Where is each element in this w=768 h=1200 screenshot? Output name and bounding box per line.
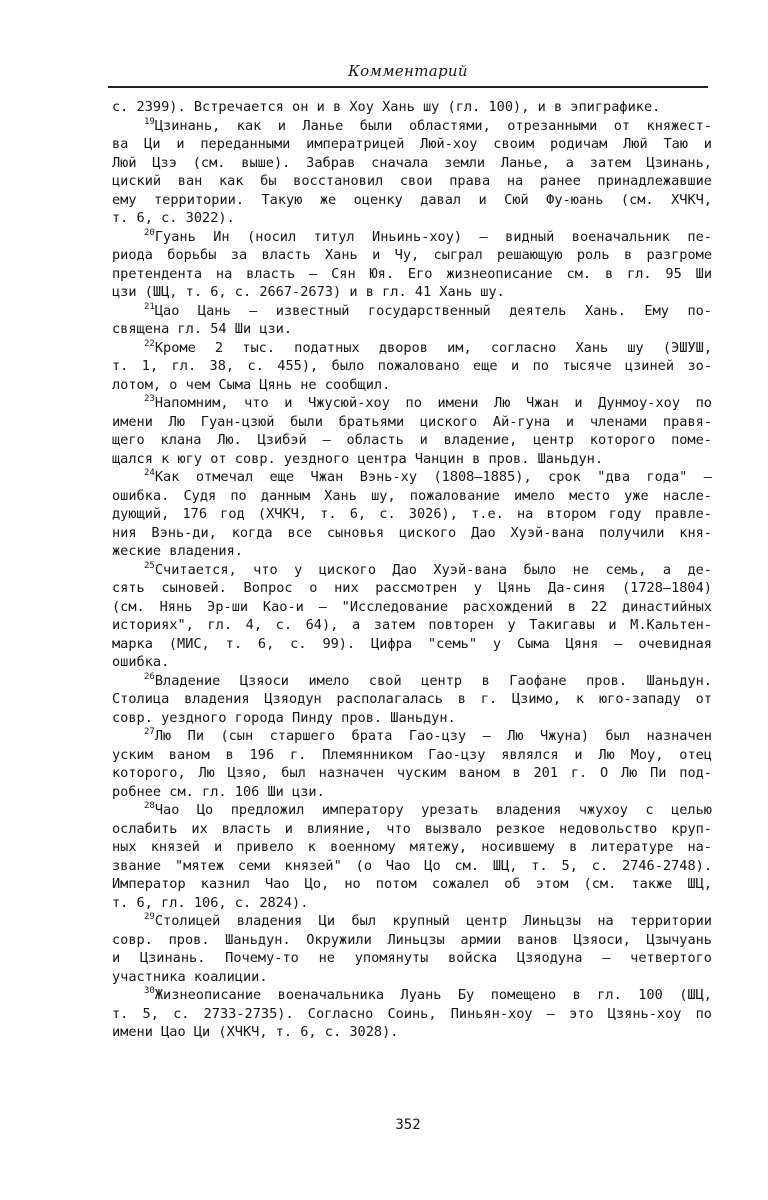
footnote — [112, 561, 712, 672]
footnote-text: ных князей и привело к военному мятежу, носившему в литературе на- — [112, 839, 712, 855]
footnote-line — [112, 98, 712, 117]
footnote-number: 29 — [144, 912, 155, 922]
footnote — [112, 98, 712, 117]
footnote-line — [112, 228, 712, 247]
footnote-line — [112, 431, 712, 450]
footnote-text: (см. Нянь Эр-ши Као-и — "Исследование расхождений в 22 династийных — [112, 598, 712, 615]
footnote-text: Люй Цзэ (см. выше). Забрав сначала земли Ланье, а затем Цзинань, — [112, 154, 712, 171]
footnote — [112, 302, 712, 339]
footnote-line — [112, 838, 712, 857]
footnote-line — [112, 746, 712, 765]
footnote — [112, 394, 712, 468]
footnote-number: 24 — [144, 468, 155, 478]
footnote-line — [112, 117, 712, 136]
footnote-line — [112, 801, 712, 820]
footnote-number: 27 — [144, 727, 155, 737]
footnote — [112, 468, 712, 561]
footnote-line — [112, 246, 712, 265]
footnote-number: 26 — [144, 671, 155, 682]
footnote-line — [112, 857, 712, 876]
page-number: 352 — [395, 1117, 421, 1133]
footnote-text: имени Лю Гуан-цзюй были братьями циского Ай-гуна и членами правя- — [112, 413, 712, 430]
footnote-number: 30 — [144, 986, 155, 996]
footnote-text: ва Ци и переданными императрицей Люй-хоу своим родичам Люй Таю и — [112, 136, 712, 152]
footnote-text: риода борьбы за власть Хань и Чу, сыграл решающую роль в разгроме — [112, 247, 712, 263]
footnote-text: щего клана Лю. Цзибэй — область и владение, центр которого поме- — [112, 432, 712, 448]
footnote-number: 28 — [144, 801, 155, 811]
footnote-line — [112, 690, 712, 709]
footnote-text: ему территории. Такую же оценку давал и Сюй Фу-юань (см. ХЧКЧ, — [112, 191, 712, 208]
footnote — [112, 727, 712, 801]
footnote-text: т. 5, с. 2733-2735). Согласно Соинь, Пиньян-хоу — это Цзянь-хоу по — [112, 1005, 712, 1022]
footnote-line — [112, 265, 712, 284]
footnote-line — [112, 357, 712, 376]
footnote-number: 23 — [144, 394, 155, 404]
footnote-text: с. 2399). Встречается он и в Хоу Хань шу (гл. 100), и в эпиграфике. — [112, 99, 661, 115]
footnote-number: 19 — [144, 116, 155, 127]
footnote-line — [112, 672, 712, 691]
footnote-line — [112, 931, 712, 950]
footnote — [112, 672, 712, 728]
footnote-line — [112, 727, 712, 746]
footnote-line — [112, 709, 712, 728]
footnote-line — [112, 579, 712, 598]
footnote-line — [112, 561, 712, 580]
footnote — [112, 912, 712, 986]
footnote-line — [112, 524, 712, 543]
footnote-line — [112, 135, 712, 154]
footnote-line — [112, 302, 712, 321]
footnote-line — [112, 875, 712, 894]
footnote — [112, 117, 712, 228]
footnote-line — [112, 394, 712, 413]
footnote-line — [112, 653, 712, 672]
footnote-text: звание "мятеж семи князей" (о Чао Цо см. ШЦ, т. 5, с. 2746-2748). — [112, 857, 712, 874]
footnote-text: совр. пров. Шаньдун. Окружили Линьцзы армии ванов Цзяоси, Цзычуань — [112, 931, 712, 948]
footnote-text: совр. уездного города Пинду пров. Шаньдун. — [112, 709, 456, 726]
footnote-text: Столицей владения Ци был крупный центр Линьцзы на территории — [154, 913, 712, 929]
footnote-line — [112, 820, 712, 839]
footnote-text: щался к югу от совр. уездного центра Чанцин в пров. Шаньдун. — [112, 450, 604, 467]
footnote-text: Цзинань, как и Ланье были областями, отрезанными от княжест- — [154, 117, 712, 134]
footnote-line — [112, 1005, 712, 1024]
footnote-line — [112, 468, 712, 487]
footnote-text: Как отмечал еще Чжан Вэнь-ху (1808—1885), срок "два года" — — [154, 469, 712, 485]
footnote-line — [112, 154, 712, 173]
footnote-text: Считается, что у циского Дао Хуэй-вана было не семь, а де- — [154, 561, 712, 578]
footnote-text: робнее см. гл. 106 Ши цзи. — [112, 783, 325, 800]
footnote-line — [112, 1023, 712, 1042]
footnote-text: Лю Пи (сын старшего брата Гао-цзу — Лю Чжуна) был назначен — [154, 728, 712, 744]
footnote-line — [112, 783, 712, 802]
footnote-text: циский ван как бы восстановил свои права на ранее принадлежавшие — [112, 173, 712, 189]
footnote-number: 25 — [144, 560, 155, 571]
footnote-line — [112, 635, 712, 654]
footnote-line — [112, 598, 712, 617]
footnote-text: Кроме 2 тыс. податных дворов им, согласно Хань шу (ЭШУШ, — [154, 339, 712, 356]
footnote-text: участника коалиции. — [112, 968, 268, 985]
footnote-line — [112, 339, 712, 358]
running-header: Комментарий — [348, 62, 468, 80]
footnote-number: 21 — [144, 301, 155, 312]
footnote-text: Жизнеописание военачальника Луань Бу помещено в гл. 100 (ШЦ, — [154, 987, 712, 1003]
footnote-text: марка (МИС, т. 6, с. 99). Цифра "семь" у Сыма Цяня — очевидная — [112, 635, 712, 652]
footnote — [112, 339, 712, 395]
footnote-text: Столица владения Цзяодун располагалась в г. Цзимо, к юго-западу от — [112, 691, 712, 707]
footnote-line — [112, 172, 712, 191]
footnote-text: ошибка. — [112, 654, 170, 670]
footnote-text: Владение Цзяоси имело свой центр в Гаофане пров. Шаньдун. — [154, 672, 712, 689]
footnote-line — [112, 487, 712, 506]
footnote-text: Чао Цо предложил императору урезать владения чжухоу с целью — [154, 802, 712, 818]
footnote-line — [112, 450, 712, 469]
footnote-line — [112, 376, 712, 395]
footnote-text: жеские владения. — [112, 543, 243, 559]
footnote-line — [112, 949, 712, 968]
footnote-line — [112, 764, 712, 783]
footnote-text: священа гл. 54 Ши цзи. — [112, 321, 293, 337]
footnote-line — [112, 505, 712, 524]
footnote-line — [112, 894, 712, 913]
footnote-text: т. 6, с. 3022). — [112, 210, 235, 226]
commentary-body — [112, 98, 712, 1042]
footnote-text: Напомним, что и Чжусюй-хоу по имени Лю Чжан и Дунмоу-хоу по — [154, 395, 712, 411]
footnote-line — [112, 413, 712, 432]
footnote — [112, 228, 712, 302]
footnote-text: Цао Цань — известный государственный деятель Хань. Ему по- — [154, 302, 712, 319]
footnote-text: ослабить их власть и влияние, что вызвало резкое недовольство круп- — [112, 820, 712, 837]
footnote-text: т. 1, гл. 38, с. 455), было пожаловано еще и по тысяче цзиней зо- — [112, 358, 712, 374]
footnote-text: и Цзинань. Почему-то не упомянуты войска Цзяодуна — четвертого — [112, 950, 712, 966]
footnote — [112, 801, 712, 912]
footnote-line — [112, 283, 712, 302]
footnote-text: ния Вэнь-ди, когда все сыновья циского Дао Хуэй-вана получили кня- — [112, 524, 712, 541]
footnote-line — [112, 191, 712, 210]
header-rule — [108, 86, 708, 88]
footnote-text: ошибка. Судя по данным Хань шу, пожалование имело место уже насле- — [112, 487, 712, 504]
footnote-text: лотом, о чем Сыма Цянь не сообщил. — [112, 376, 391, 393]
footnote-text: претендента на власть — Сян Юя. Его жизнеописание см. в гл. 95 Ши — [112, 265, 712, 282]
footnote-line — [112, 616, 712, 635]
footnote — [112, 986, 712, 1042]
footnote-line — [112, 912, 712, 931]
footnote-text: сять сыновей. Вопрос о них рассмотрен у Цянь Да-синя (1728—1804) — [112, 580, 712, 596]
footnote-text: которого, Лю Цзяо, был назначен чуским ваном в 201 г. О Лю Пи под- — [112, 765, 712, 781]
footnote-text: Гуань Ин (носил титул Иньинь-хоу) — видный военачальник пе- — [154, 228, 712, 245]
footnote-text: цзи (ШЦ, т. 6, с. 2667-2673) и в гл. 41 Хань шу. — [112, 284, 505, 300]
footnote-text: имени Цао Ци (ХЧКЧ, т. 6, с. 3028). — [112, 1024, 399, 1040]
footnote-text: уским ваном в 196 г. Племянником Гао-цзу являлся и Лю Моу, отец — [112, 746, 712, 763]
footnote-text: Император казнил Чао Цо, но потом сожалел об этом (см. также ШЦ, — [112, 876, 712, 892]
footnote-line — [112, 986, 712, 1005]
footnote-text: т. 6, гл. 106, с. 2824). — [112, 894, 309, 911]
footnote-line — [112, 209, 712, 228]
footnote-line — [112, 320, 712, 339]
footnote-text: историях", гл. 4, с. 64), а затем повторен у Такигавы и М.Кальтен- — [112, 617, 712, 633]
footnote-number: 22 — [144, 338, 155, 349]
footnote-line — [112, 968, 712, 987]
footnote-text: дующий, 176 год (ХЧКЧ, т. 6, с. 3026), т.е. на втором году правле- — [112, 506, 712, 522]
footnote-number: 20 — [144, 227, 155, 238]
footnote-line — [112, 542, 712, 561]
